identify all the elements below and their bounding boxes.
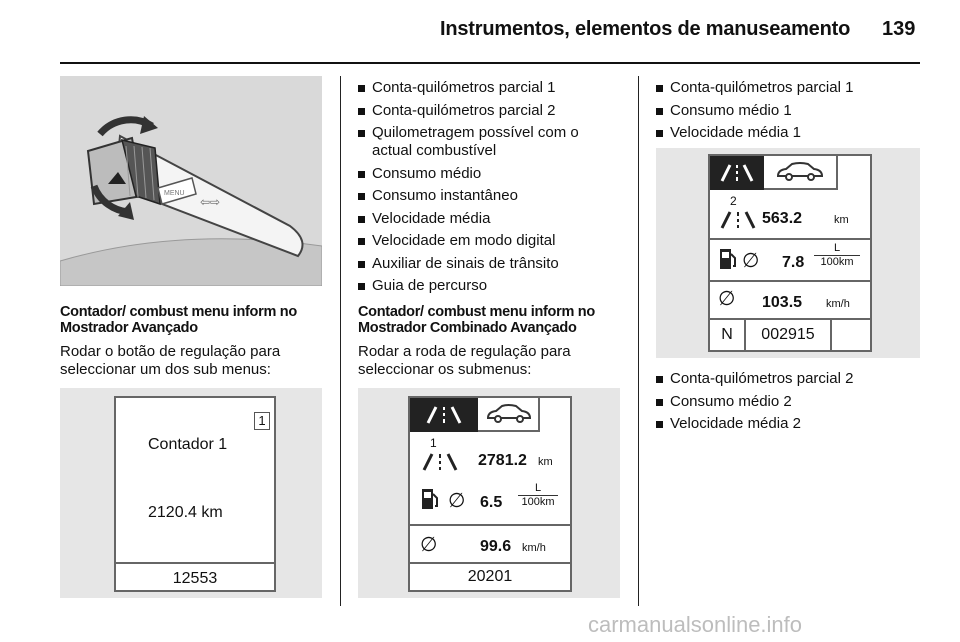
trip-distance: 2120.4 km [148,504,223,521]
list-item: Velocidade média 2 [656,415,946,433]
stalk-illustration [60,76,322,286]
basic-display-panel [60,388,322,598]
car-icon [764,156,836,188]
list-item: Quilometragem possível com o actual combustível [358,124,602,160]
road-tab [710,156,764,190]
odometer-value: 20201 [467,568,513,585]
list-item: Auxiliar de sinais de trânsito [358,255,628,273]
display-separator [410,562,570,564]
consumption-value: 6.5 [480,494,503,511]
consumption-unit: L 100km [518,482,558,509]
display-separator [116,562,274,564]
column-divider-2 [638,76,639,606]
fuel-pump-icon [420,486,440,512]
list-item: Consumo médio 1 [656,102,946,120]
trip-display-screen [114,396,276,592]
middle-section-heading: Contador/ combust menu inform no Mostrador Combinado Avançado [358,304,595,336]
road-tab [410,398,478,432]
combined-display-panel [358,388,620,598]
average-speed-icon: ∅ [718,288,736,310]
page-number: 139 [882,18,916,40]
trip-road-icon [718,208,758,232]
list-item: Velocidade média [358,210,628,228]
trip-unit: km [834,214,849,226]
display-separator [710,238,870,240]
trip2-display-panel [656,148,920,358]
trip-unit: km [538,456,553,468]
right-submenu-list-bottom [656,370,946,438]
combined-display-screen [408,396,572,592]
column-divider-1 [340,76,341,606]
trip-value: 563.2 [762,210,803,227]
speed-unit: km/h [522,542,546,554]
speed-unit: km/h [826,298,850,310]
trip-badge: 1 [254,412,270,430]
list-item: Conta-quilómetros parcial 2 [656,370,946,388]
road-icon [710,156,764,190]
list-item: Conta-quilómetros parcial 1 [656,79,946,97]
list-item: Guia de percurso [358,277,628,295]
consumption-value: 7.8 [782,254,805,271]
display-separator [410,524,570,526]
trip-index: 1 [430,436,437,450]
consumption-unit: L 100km [814,242,860,269]
left-section-heading: Contador/ combust menu inform no Mostrador Avançado [60,304,297,336]
middle-instruction-text: Rodar a roda de regulação para seleccionar os submenus: [358,343,571,378]
left-instruction-text: Rodar o botão de regulação para seleccionar um dos sub menus: [60,343,281,378]
list-item: Conta-quilómetros parcial 1 [358,79,628,97]
road-icon [410,398,478,432]
list-item: Velocidade em modo digital [358,232,628,250]
middle-submenu-list [358,79,628,300]
trip-road-icon [420,450,460,474]
svg-text:⇦⇨: ⇦⇨ [200,195,221,209]
header-rule [60,62,920,64]
gear-indicator: N [710,320,746,350]
odometer-value: 12553 [172,570,218,587]
car-tab [764,156,838,190]
average-speed-icon: ∅ [420,534,438,556]
list-item: Conta-quilómetros parcial 2 [358,102,628,120]
average-consumption-icon: ∅ [742,250,760,272]
list-item: Consumo médio [358,165,628,183]
speed-value: 103.5 [762,294,803,311]
watermark-text: carmanualsonline.info [588,612,803,637]
list-item: Consumo instantâneo [358,187,628,205]
page-header-title: Instrumentos, elementos de manuseamento [440,18,851,40]
trip2-display-screen [708,154,872,352]
trip-title: Contador 1 [148,436,228,453]
right-submenu-list-top [656,79,946,147]
list-item: Velocidade média 1 [656,124,946,142]
turn-signal-stalk-icon [60,76,322,286]
car-icon [478,398,538,430]
stalk-menu-button-label: MENU [164,190,185,197]
car-tab [478,398,540,432]
average-consumption-icon: ∅ [448,490,466,512]
trip-index: 2 [730,194,737,208]
speed-value: 99.6 [480,538,512,555]
display-separator [710,280,870,282]
odometer-value: 002915 [746,320,832,350]
trip-value: 2781.2 [478,452,527,469]
list-item: Consumo médio 2 [656,393,946,411]
fuel-pump-icon [718,246,738,272]
